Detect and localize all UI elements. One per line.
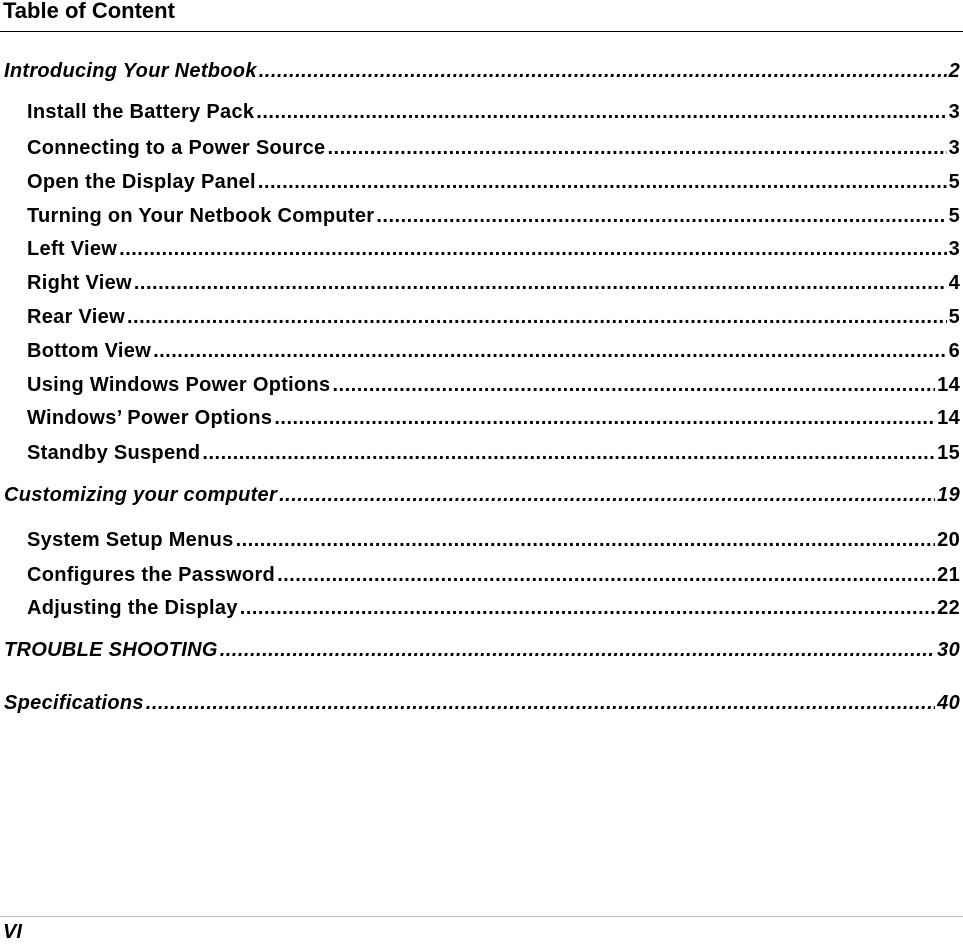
toc-entry-open-display-panel[interactable] — [27, 170, 960, 194]
toc-entry-title: Rear View — [27, 306, 125, 328]
toc-entry-using-windows-power-options[interactable] — [27, 373, 960, 397]
toc-page-number: 6 — [948, 340, 960, 362]
toc-entry-introducing-your-netbook[interactable] — [4, 59, 960, 83]
toc-entry-title: Specifications — [4, 692, 144, 714]
toc-entry-trouble-shooting[interactable] — [4, 638, 960, 662]
toc-dot-leader — [134, 271, 947, 295]
toc-dot-leader — [256, 100, 946, 124]
toc-entry-title: Bottom View — [27, 340, 152, 362]
toc-dot-leader — [153, 339, 947, 363]
toc-entry-title: Windows’ Power Options — [27, 407, 273, 429]
toc-dot-leader — [376, 204, 946, 228]
toc-dot-leader — [146, 691, 935, 715]
toc-entry-title: Install the Battery Pack — [27, 101, 255, 123]
toc-dot-leader — [259, 59, 947, 83]
toc-page-number: 5 — [948, 171, 960, 193]
toc-dot-leader — [277, 563, 935, 587]
toc-entry-title: System Setup Menus — [27, 529, 234, 551]
toc-page-number: 22 — [937, 597, 960, 619]
toc-page-number: 14 — [937, 374, 960, 396]
toc-page-number: 2 — [948, 60, 960, 82]
toc-dot-leader — [274, 406, 935, 430]
toc-entry-title: Configures the Password — [27, 564, 276, 586]
toc-page-number: 21 — [937, 564, 960, 586]
toc-page-number: 5 — [948, 205, 960, 227]
toc-page-number: 3 — [948, 137, 960, 159]
page-footer — [0, 916, 963, 943]
toc-dot-leader — [236, 528, 936, 552]
toc-entry-adjusting-display[interactable] — [27, 596, 960, 620]
toc-entry-specifications[interactable] — [4, 691, 960, 715]
toc-entry-title: Right View — [27, 272, 132, 294]
toc-entry-title: TROUBLE SHOOTING — [4, 639, 218, 661]
toc-dot-leader — [220, 638, 935, 662]
toc-entry-left-view[interactable] — [27, 237, 960, 261]
toc-entry-configures-password[interactable] — [27, 563, 960, 587]
toc-dot-leader — [332, 373, 935, 397]
page-title: Table of Content — [3, 0, 175, 23]
toc-page-number: 30 — [937, 639, 960, 661]
toc-entry-connecting-power-source[interactable] — [27, 136, 960, 160]
toc-entry-standby-suspend[interactable] — [27, 441, 960, 465]
toc-entry-bottom-view[interactable] — [27, 339, 960, 363]
toc-entry-title: Adjusting the Display — [27, 597, 238, 619]
toc-page-number: 5 — [948, 306, 960, 328]
toc-entry-title: Using Windows Power Options — [27, 374, 331, 396]
toc-entry-title: Turning on Your Netbook Computer — [27, 205, 375, 227]
toc-entry-customizing-your-computer[interactable] — [4, 483, 960, 507]
toc-dot-leader — [202, 441, 935, 465]
toc-dot-leader — [279, 483, 935, 507]
toc-entry-title: Connecting to a Power Source — [27, 137, 326, 159]
toc-dot-leader — [258, 170, 947, 194]
toc-page-number: 15 — [937, 442, 960, 464]
toc-entry-right-view[interactable] — [27, 271, 960, 295]
toc-page-number: 20 — [937, 529, 960, 551]
toc-dot-leader — [327, 136, 946, 160]
toc-entry-title: Customizing your computer — [4, 484, 278, 506]
toc-page-number: 3 — [948, 101, 960, 123]
toc-entry-title: Introducing Your Netbook — [4, 60, 257, 82]
toc-entry-title: Left View — [27, 238, 118, 260]
toc-entry-install-battery-pack[interactable] — [27, 100, 960, 124]
toc-entry-turning-on-netbook[interactable] — [27, 204, 960, 228]
toc-page-number: 19 — [937, 484, 960, 506]
toc-entry-title: Open the Display Panel — [27, 171, 256, 193]
toc-entry-rear-view[interactable] — [27, 305, 960, 329]
toc-dot-leader — [119, 237, 946, 261]
page-number-label: VI — [3, 921, 22, 943]
toc-dot-leader — [127, 305, 947, 329]
toc-page-number: 40 — [937, 692, 960, 714]
toc-entry-windows-power-options[interactable] — [27, 406, 960, 430]
toc-dot-leader — [240, 596, 935, 620]
toc-page-number: 3 — [948, 238, 960, 260]
page-header — [0, 0, 963, 32]
toc-page-number: 4 — [948, 272, 960, 294]
toc-page-number: 14 — [937, 407, 960, 429]
toc-entry-title: Standby Suspend — [27, 442, 201, 464]
toc-entry-system-setup-menus[interactable] — [27, 528, 960, 552]
